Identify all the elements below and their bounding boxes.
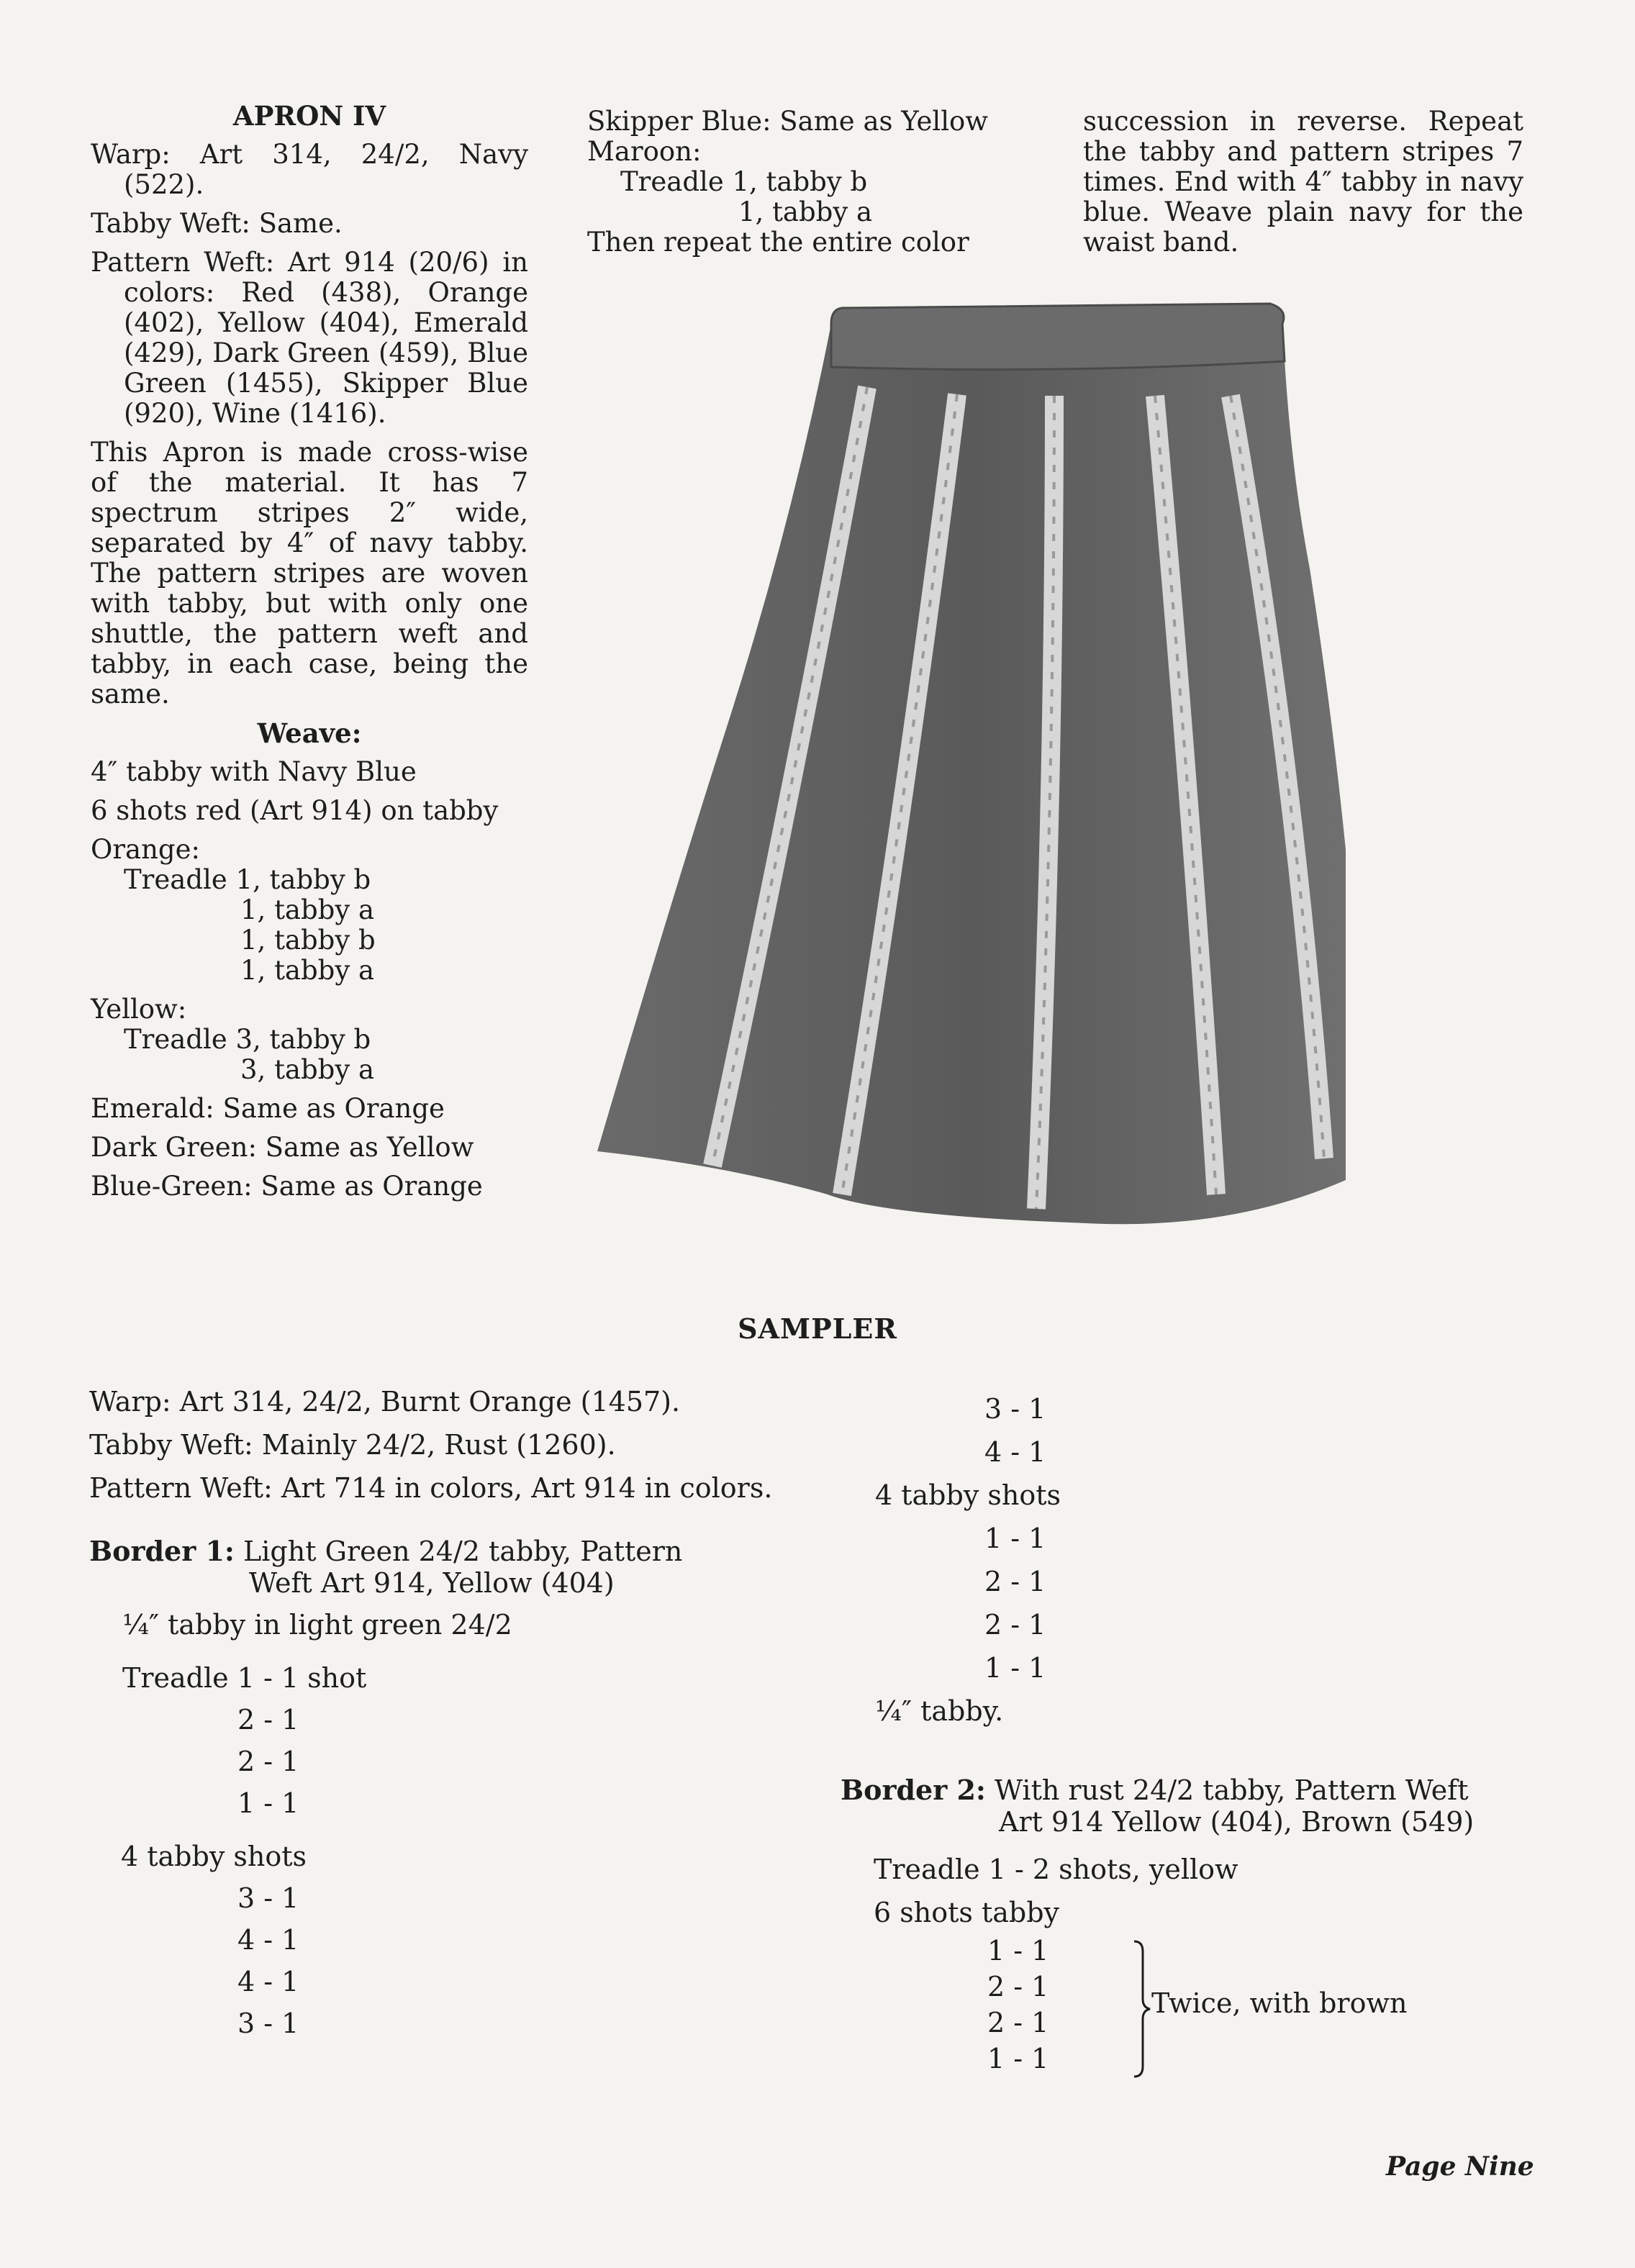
r-step: 2 - 1 [984, 1566, 1046, 1597]
b2-tabby: 6 shots tabby [874, 1897, 1060, 1928]
sampler-warp: Warp: Art 314, 24/2, Burnt Orange (1457). [89, 1386, 681, 1418]
apron-tabby-weft: Tabby Weft: Same. [91, 208, 343, 239]
apron-skirt-photo [583, 295, 1346, 1230]
b1-step: 3 - 1 [237, 1882, 299, 1914]
weave-line: Orange: [91, 834, 200, 865]
border1-text-2: Weft Art 914, Yellow (404) [249, 1567, 615, 1599]
orange-step: 1, tabby a [240, 894, 375, 925]
sampler-right-column [841, 1393, 1546, 2077]
tail-line: Blue-Green: Same as Orange [91, 1171, 483, 1202]
apron-title: APRON IV [232, 100, 386, 132]
b1-step: 1 - 1 [237, 1787, 299, 1819]
apron-warp: Warp: Art 314, 24/2, Navy (522). [91, 139, 528, 200]
page-number: Page Nine [1386, 2151, 1534, 2182]
r-step: 2 - 1 [984, 1609, 1046, 1641]
weave-continued [587, 106, 1028, 258]
skipper-blue-line: Skipper Blue: Same as Yellow [587, 106, 988, 137]
b1-tabby: ¼″ tabby in light green 24/2 [122, 1609, 512, 1641]
weave-heading: Weave: [257, 717, 362, 749]
apron-pattern-weft: Pattern Weft: Art 914 (20/6) in colors: Red (438), Orange (402), Yellow (404), Emerald (429), Dark Green (459), Blue Green (1455), Skipper Blue (920), Wine (1416). [91, 247, 528, 429]
tail-line: Dark Green: Same as Yellow [91, 1132, 474, 1163]
orange-step: 1, tabby b [240, 925, 376, 956]
yellow-treadle: Treadle 3, tabby b [124, 1024, 371, 1055]
maroon-treadle: Treadle 1, tabby b [620, 166, 868, 197]
border2-text-2: Art 914 Yellow (404), Brown (549) [999, 1806, 1475, 1838]
weave-line: 4″ tabby with Navy Blue [91, 756, 417, 787]
b1-step: 3 - 1 [237, 2008, 299, 2039]
repeat-line: Then repeat the entire color [587, 227, 969, 258]
maroon-step: 1, tabby a [738, 196, 873, 227]
maroon-label: Maroon: [587, 136, 702, 167]
border2-text: With rust 24/2 tabby, Pattern Weft [995, 1774, 1469, 1806]
b2-treadle: Treadle 1 - 2 shots, yellow [874, 1854, 1238, 1885]
b2-sequence [841, 1933, 1546, 2077]
tail-line: Emerald: Same as Orange [91, 1093, 445, 1124]
weave-line: 6 shots red (Art 914) on tabby [91, 795, 499, 826]
b2-step: 1 - 1 [987, 2043, 1049, 2074]
sampler-title: SAMPLER [738, 1312, 897, 1345]
b1-step: 2 - 1 [237, 1746, 299, 1777]
b2-note: Twice, with brown [1151, 1987, 1408, 2019]
apron-description: This Apron is made cross-wise of the material. It has 7 spectrum stripes 2″ wide, separated by 4″ of navy tabby. The pattern stripes are woven with tabby, but with only one shuttle, the pattern weft and tabby, in each case, being the same. [91, 437, 528, 709]
b2-step: 1 - 1 [987, 1935, 1049, 1967]
b2-step: 2 - 1 [987, 2007, 1049, 2038]
r-tabby-shots: 4 tabby shots [875, 1479, 1061, 1511]
conclusion-text: succession in reverse. Repeat the tabby and pattern stripes 7 times. End with 4″ tabby in navy blue. Weave plain navy for the waist band. [1083, 106, 1523, 258]
b1-step: 4 - 1 [237, 1924, 299, 1956]
weave-conclusion [1083, 106, 1523, 258]
r-step: 4 - 1 [984, 1436, 1046, 1468]
b1-tabby-shots: 4 tabby shots [121, 1841, 307, 1872]
apron-section [91, 101, 528, 1202]
yellow-step: 3, tabby a [240, 1054, 375, 1085]
b2-step: 2 - 1 [987, 1971, 1049, 2002]
orange-treadle: Treadle 1, tabby b [124, 864, 371, 895]
sampler-pattern-weft: Pattern Weft: Art 714 in colors, Art 914 in colors. [89, 1472, 773, 1504]
sampler-tabby-weft: Tabby Weft: Mainly 24/2, Rust (1260). [89, 1429, 616, 1461]
r-step: 3 - 1 [984, 1393, 1046, 1425]
sampler-left-column [89, 1386, 780, 2039]
orange-step: 1, tabby a [240, 955, 375, 986]
border2-label: Border 2: [841, 1774, 986, 1806]
b1-step: 4 - 1 [237, 1966, 299, 1997]
yellow-label: Yellow: [91, 994, 187, 1025]
border1-text: Light Green 24/2 tabby, Pattern [243, 1536, 683, 1567]
r-end: ¼″ tabby. [875, 1695, 1004, 1727]
brace-icon [1131, 1938, 1153, 2079]
r-step: 1 - 1 [984, 1652, 1046, 1684]
b1-step: 2 - 1 [237, 1704, 299, 1736]
r-step: 1 - 1 [984, 1523, 1046, 1554]
b1-treadle: Treadle 1 - 1 shot [122, 1662, 367, 1694]
border1-label: Border 1: [89, 1535, 235, 1567]
